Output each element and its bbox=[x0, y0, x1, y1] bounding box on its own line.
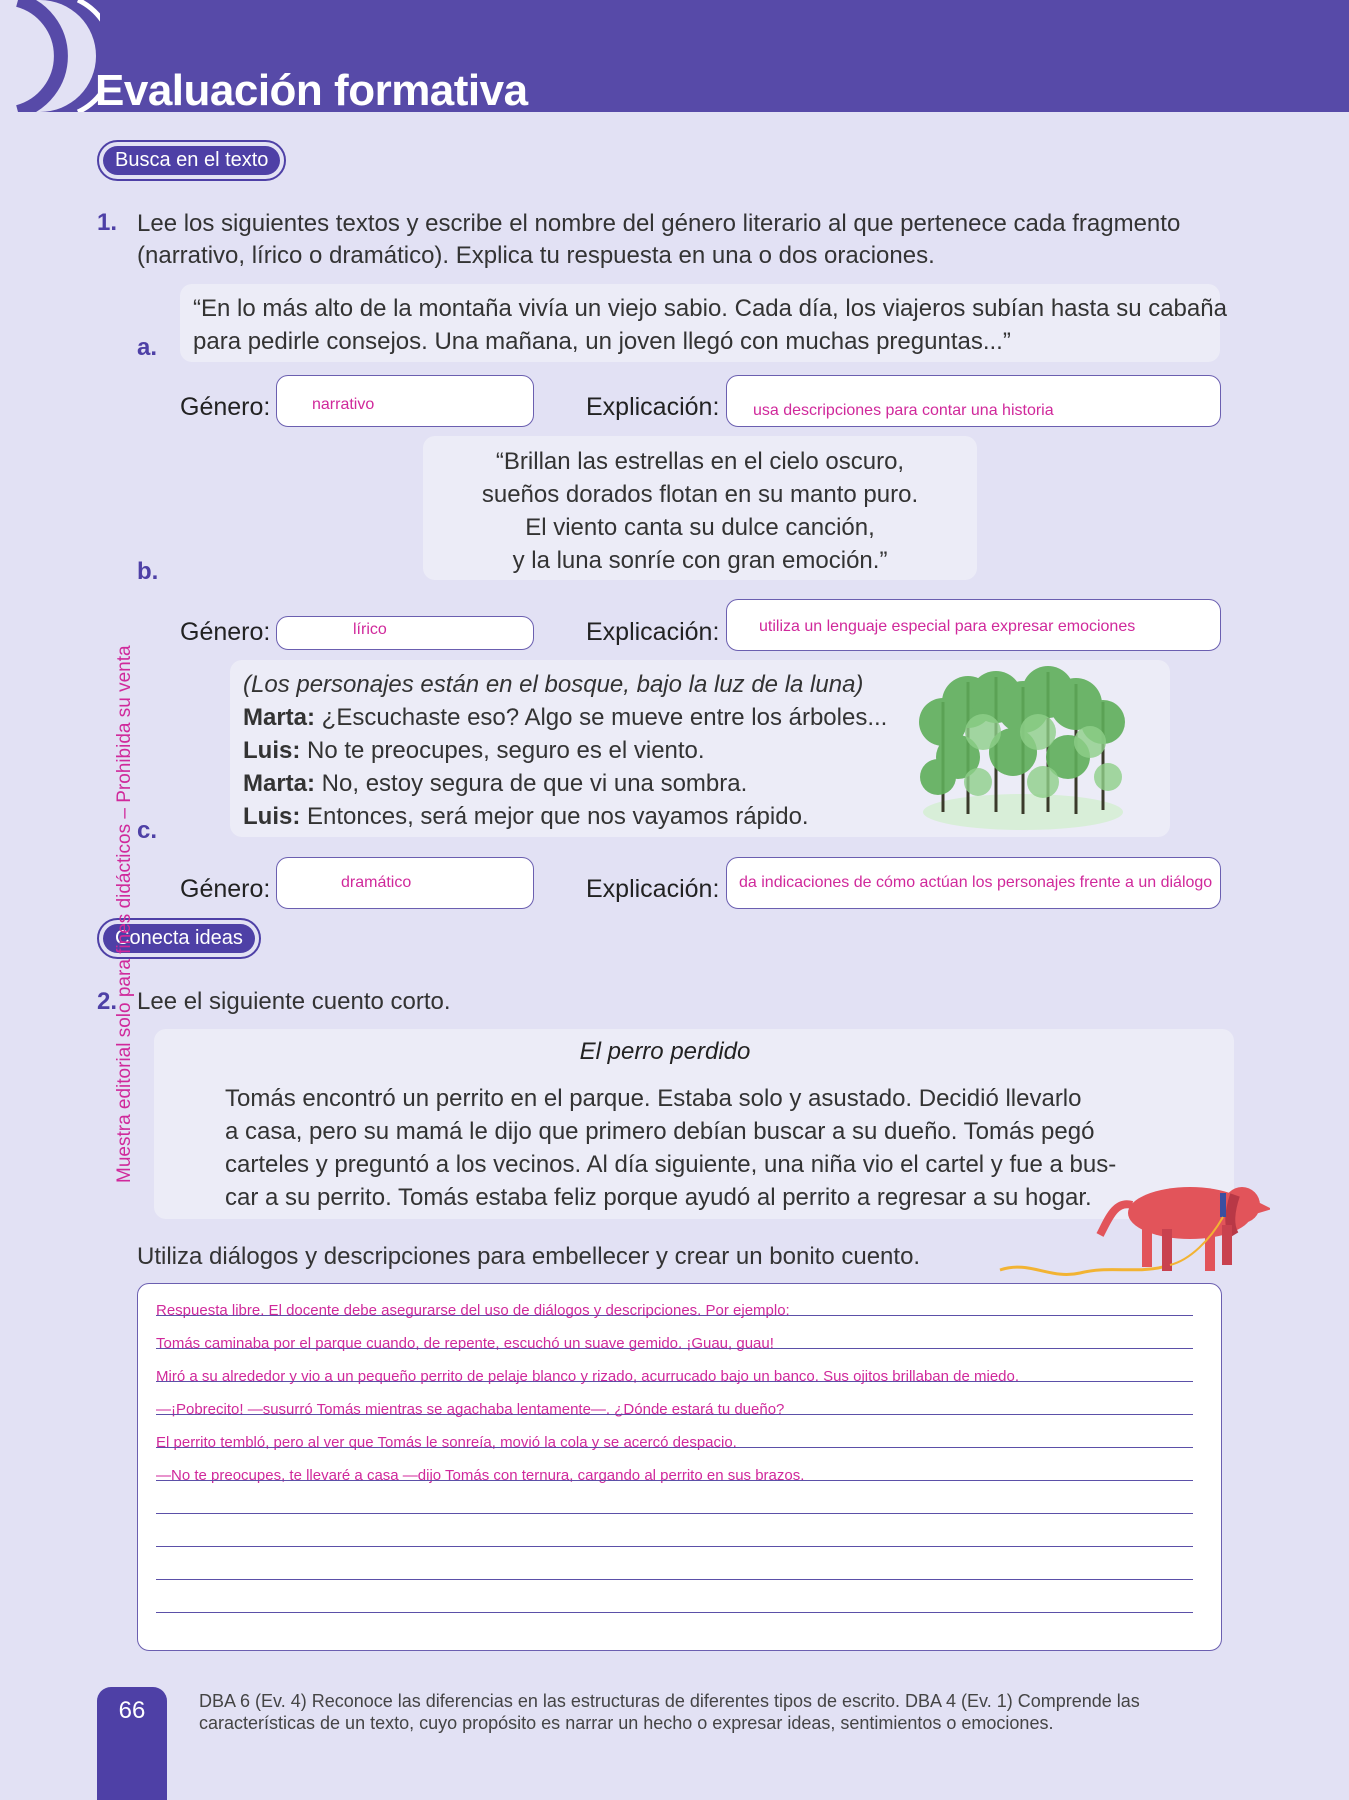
page-title: Evaluación formativa bbox=[95, 66, 528, 115]
item-letter-b: b. bbox=[137, 558, 159, 585]
genero-field-a[interactable] bbox=[276, 375, 534, 427]
question-number: 1. bbox=[97, 209, 118, 236]
explicacion-answer: usa descripciones para contar una historia bbox=[753, 402, 1054, 419]
forest-illustration bbox=[918, 662, 1128, 832]
genero-answer: dramático bbox=[341, 874, 412, 891]
poem-line: y la luna sonríe con gran emoción.” bbox=[512, 547, 888, 574]
speaker: Marta: bbox=[243, 770, 316, 797]
genero-label: Género: bbox=[180, 393, 271, 421]
writing-line bbox=[156, 1480, 1193, 1481]
explicacion-label: Explicación: bbox=[586, 393, 720, 421]
genero-label: Género: bbox=[180, 618, 271, 646]
item-letter-c: c. bbox=[137, 817, 158, 844]
explicacion-answer: utiliza un lenguaje especial para expresar emociones bbox=[759, 618, 1136, 635]
header-arc-decoration bbox=[0, 0, 100, 112]
quote-line: “En lo más alto de la montaña vivía un viejo sabio. Cada día, los viajeros subían hasta su cabaña bbox=[193, 295, 1227, 322]
genero-label: Género: bbox=[180, 875, 271, 903]
dialog-text: Entonces, será mejor que nos vayamos rápido. bbox=[300, 803, 809, 830]
section-label: Busca en el texto bbox=[103, 146, 280, 175]
answer-line: El perrito tembló, pero al ver que Tomás le sonreía, movió la cola y se acercó despacio. bbox=[156, 1434, 737, 1451]
dog-illustration bbox=[990, 1165, 1270, 1290]
genero-answer: narrativo bbox=[312, 396, 375, 413]
section-pill-busca bbox=[97, 140, 286, 181]
dialog-line bbox=[243, 701, 887, 734]
writing-line bbox=[156, 1315, 1193, 1316]
writing-line bbox=[156, 1381, 1193, 1382]
footer-text: características de un texto, cuyo propósito es narrar un hecho o expresar ideas, sentimientos o emociones. bbox=[199, 1713, 1054, 1733]
quote-line: para pedirle consejos. Una mañana, un joven llegó con muchas preguntas...” bbox=[193, 328, 1011, 355]
writing-line bbox=[156, 1513, 1193, 1514]
question-text-line: (narrativo, lírico o dramático). Explica tu respuesta en una o dos oraciones. bbox=[137, 242, 935, 269]
explicacion-label: Explicación: bbox=[586, 618, 720, 646]
story-line: Tomás encontró un perrito en el parque. Estaba solo y asustado. Decidió llevarlo bbox=[225, 1085, 1082, 1112]
story-line: a casa, pero su mamá le dijo que primero debían buscar a su dueño. Tomás pegó bbox=[225, 1118, 1095, 1145]
answer-line: Miró a su alrededor y vio a un pequeño perrito de pelaje blanco y rizado, acurrucado bajo un banco. Sus ojitos brillaban de miedo. bbox=[156, 1368, 1020, 1385]
explicacion-field-b[interactable] bbox=[726, 599, 1221, 651]
story-title: El perro perdido bbox=[579, 1038, 751, 1065]
poem-line: sueños dorados flotan en su manto puro. bbox=[481, 481, 919, 508]
instruction-text: Utiliza diálogos y descripciones para embellecer y crear un bonito cuento. bbox=[137, 1243, 921, 1270]
writing-area[interactable] bbox=[137, 1283, 1222, 1651]
writing-line bbox=[156, 1579, 1193, 1580]
answer-line: Respuesta libre. El docente debe asegurarse del uso de diálogos y descripciones. Por ejemplo: bbox=[156, 1302, 790, 1319]
explicacion-answer: da indicaciones de cómo actúan los personajes frente a un diálogo bbox=[739, 874, 1213, 891]
writing-line bbox=[156, 1612, 1193, 1613]
dialog-line bbox=[243, 800, 809, 833]
writing-line bbox=[156, 1447, 1193, 1448]
explicacion-field-a[interactable] bbox=[726, 375, 1221, 427]
writing-line bbox=[156, 1414, 1193, 1415]
speaker: Luis: bbox=[243, 803, 301, 830]
section-label: Conecta ideas bbox=[103, 924, 255, 953]
stage-direction: (Los personajes están en el bosque, bajo la luz de la luna) bbox=[243, 671, 864, 698]
answer-line: —¡Pobrecito! —susurró Tomás mientras se agachaba lentamente—. ¿Dónde estará tu dueño? bbox=[156, 1401, 785, 1418]
story-line: carteles y preguntó a los vecinos. Al día siguiente, una niña vio el cartel y fue a bus- bbox=[225, 1151, 1117, 1178]
question-number: 2. bbox=[97, 988, 118, 1015]
writing-line bbox=[156, 1348, 1193, 1349]
dialog-text: ¿Escuchaste eso? Algo se mueve entre los árboles... bbox=[315, 704, 888, 731]
writing-line bbox=[156, 1546, 1193, 1547]
poem-line: El viento canta su dulce canción, bbox=[525, 514, 875, 541]
question-text: Lee el siguiente cuento corto. bbox=[137, 988, 451, 1015]
side-note: Muestra editorial solo para fines didácticos – Prohibida su venta bbox=[114, 645, 135, 1183]
genero-field-b[interactable] bbox=[276, 616, 534, 650]
item-letter-a: a. bbox=[137, 334, 158, 361]
story-line: car a su perrito. Tomás estaba feliz porque ayudó al perrito a regresar a su hogar. bbox=[225, 1184, 1092, 1211]
speaker: Marta: bbox=[243, 704, 316, 731]
page-number: 66 bbox=[118, 1697, 146, 1724]
dialog-line bbox=[243, 767, 747, 800]
answer-line: —No te preocupes, te llevaré a casa —dijo Tomás con ternura, cargando al perrito en sus brazos. bbox=[156, 1467, 805, 1484]
poem-line: “Brillan las estrellas en el cielo oscuro, bbox=[495, 448, 905, 475]
dialog-text: No, estoy segura de que vi una sombra. bbox=[315, 770, 748, 797]
explicacion-field-c[interactable] bbox=[726, 857, 1221, 909]
dialog-text: No te preocupes, seguro es el viento. bbox=[300, 737, 705, 764]
footer-text: DBA 6 (Ev. 4) Reconoce las diferencias en las estructuras de diferentes tipos de escrito. DBA 4 (Ev. 1) Comprende las bbox=[199, 1691, 1140, 1711]
genero-answer: lírico bbox=[353, 621, 387, 638]
question-text-line: Lee los siguientes textos y escribe el nombre del género literario al que pertenece cada fragmento bbox=[137, 210, 1181, 237]
answer-line: Tomás caminaba por el parque cuando, de repente, escuchó un suave gemido. ¡Guau, guau! bbox=[156, 1335, 774, 1352]
speaker: Luis: bbox=[243, 737, 301, 764]
explicacion-label: Explicación: bbox=[586, 875, 720, 903]
genero-field-c[interactable] bbox=[276, 857, 534, 909]
dialog-line bbox=[243, 734, 705, 767]
